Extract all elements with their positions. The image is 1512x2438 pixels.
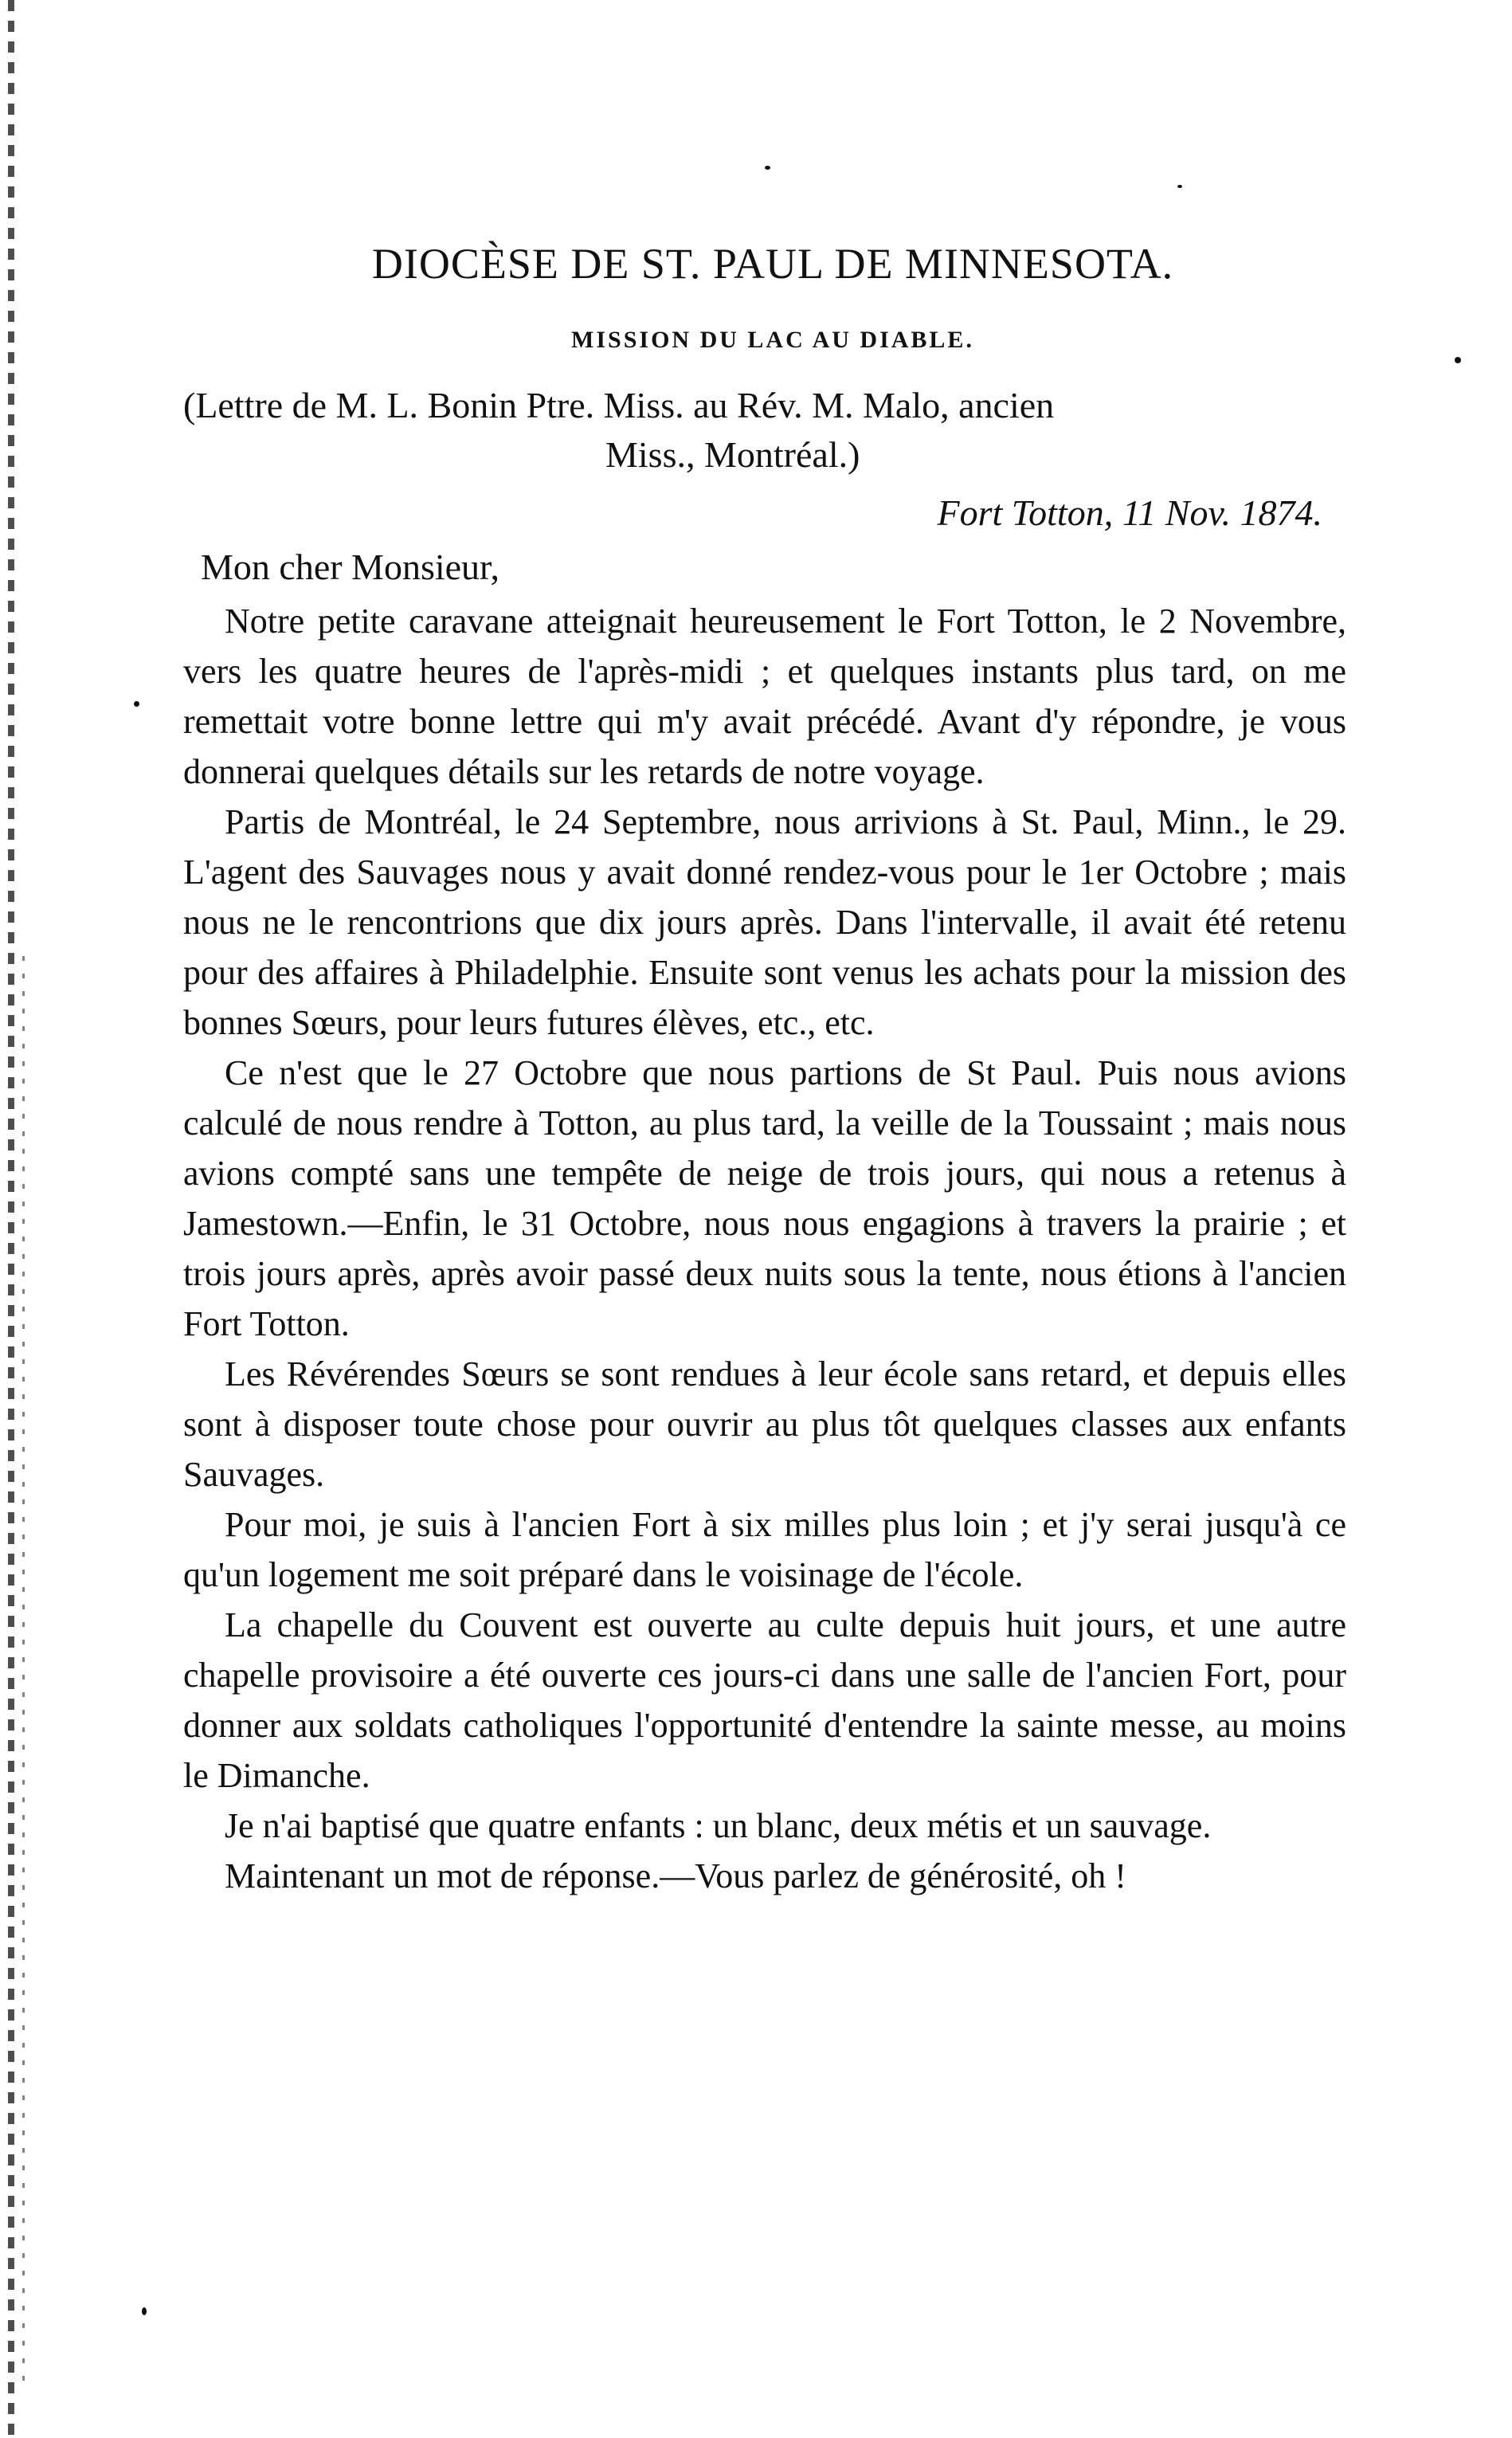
scan-speck	[1177, 185, 1182, 188]
diocese-heading: DIOCÈSE DE ST. PAUL DE MINNESOTA.	[371, 240, 1174, 288]
body-paragraph: Maintenant un mot de réponse.—Vous parlez de générosité, oh !	[225, 1856, 1126, 1895]
salutation: Mon cher Monsieur,	[201, 547, 500, 587]
body-paragraph: Partis de Montréal, le 24 Septembre, nous arrivions à St. Paul, Minn., le 29. L'agent des Sauvages nous y avait donné rendez-vous pour le 1er Octobre ; mais nous ne le rencontrions que dix jours après. Dans l'intervalle, il avait été retenu pour des affaires à Philadelphie. Ensuite sont venus les achats pour la mission des bonnes Sœurs, pour leurs futures élèves, etc., etc.	[183, 802, 1346, 1042]
letter-attribution	[183, 381, 1346, 480]
scan-speck	[134, 701, 139, 707]
body-paragraph: La chapelle du Couvent est ouverte au culte depuis huit jours, et une autre chapelle provisoire a été ouverte ces jours-ci dans une salle de l'ancien Fort, pour donner aux soldats catholiques l'opportunité d'entendre la sainte messe, au moins le Dimanche.	[183, 1605, 1346, 1795]
scan-speck	[1455, 357, 1461, 363]
place-date-line: Fort Totton, 11 Nov. 1874.	[937, 492, 1322, 533]
mission-subheading: MISSION DU LAC AU DIABLE.	[571, 327, 974, 353]
body-paragraph: Ce n'est que le 27 Octobre que nous partions de St Paul. Puis nous avions calculé de nous rendre à Totton, au plus tard, la veille de la Toussaint ; mais nous avions compté sans une tempête de neige de trois jours, qui nous a retenus à Jamestown.—Enfin, le 31 Octobre, nous nous engagions à travers la prairie ; et trois jours après, après avoir passé deux nuits sous la tente, nous étions à l'ancien Fort Totton.	[183, 1053, 1346, 1343]
scan-speck	[765, 166, 770, 170]
letter-body	[183, 596, 1346, 1901]
page-binding-edge	[8, 0, 14, 2438]
letter-attribution-line: Miss., Montréal.)	[605, 434, 860, 475]
letter-attribution-line: (Lettre de M. L. Bonin Ptre. Miss. au Rév. M. Malo, ancien	[183, 385, 1055, 425]
scan-speck	[142, 2307, 147, 2315]
document-page	[183, 239, 1346, 1901]
page-binding-edge	[22, 956, 25, 2390]
body-paragraph: Les Révérendes Sœurs se sont rendues à leur école sans retard, et depuis elles sont à disposer toute chose pour ouvrir au plus tôt quelques classes aux enfants Sauvages.	[183, 1354, 1346, 1494]
body-paragraph: Je n'ai baptisé que quatre enfants : un blanc, deux métis et un sauvage.	[225, 1806, 1212, 1845]
body-paragraph: Pour moi, je suis à l'ancien Fort à six milles plus loin ; et j'y serai jusqu'à ce qu'un logement me soit préparé dans le voisinage de l'école.	[183, 1505, 1346, 1594]
body-paragraph: Notre petite caravane atteignait heureusement le Fort Totton, le 2 Novembre, vers les quatre heures de l'après-midi ; et quelques instants plus tard, on me remettait votre bonne lettre qui m'y avait précédé. Avant d'y répondre, je vous donnerai quelques détails sur les retards de notre voyage.	[183, 602, 1346, 791]
